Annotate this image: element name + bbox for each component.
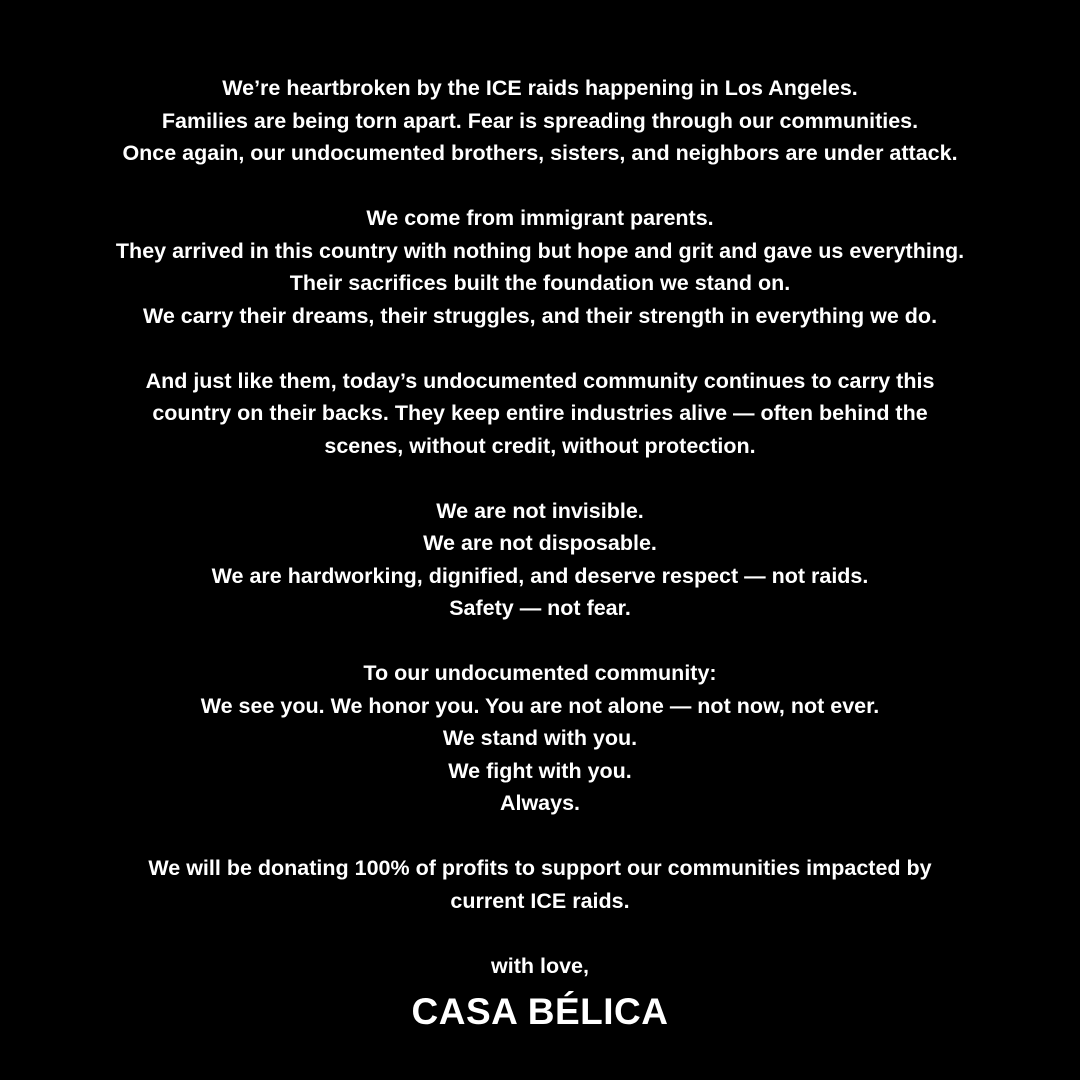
- statement-line: They arrived in this country with nothing but hope and grit and gave us everything.: [115, 238, 965, 263]
- statement-line: We are not disposable.: [423, 531, 657, 555]
- statement-line: We are not invisible.: [436, 498, 644, 523]
- paragraph-not-invisible: [0, 495, 1080, 625]
- statement-line: Always.: [499, 791, 581, 815]
- statement-line: We fight with you.: [448, 758, 632, 783]
- statement-line: Their sacrifices built the foundation we stand on.: [289, 271, 791, 295]
- paragraph-heartbroken: [0, 72, 1080, 170]
- statement-line: We carry their dreams, their struggles, and their strength in everything we do.: [142, 303, 938, 328]
- statement-line: We’re heartbroken by the ICE raids happening in Los Angeles.: [222, 76, 858, 100]
- paragraph-undocumented-community: [0, 365, 1080, 463]
- statement-line: To our undocumented community:: [363, 661, 717, 685]
- paragraph-immigrant-parents: [0, 202, 1080, 332]
- statement-line: Families are being torn apart. Fear is spreading through our communities.: [161, 108, 919, 133]
- statement-line: We will be donating 100% of profits to support our communities impacted by: [148, 856, 932, 880]
- paragraph-donation: [0, 852, 1080, 917]
- sign-off-line: with love,: [491, 953, 589, 978]
- statement-line: country on their backs. They keep entire industries alive — often behind the: [152, 401, 928, 425]
- statement-line: And just like them, today’s undocumented community continues to carry this: [145, 368, 935, 393]
- statement-line: We see you. We honor you. You are not alone — not now, not ever.: [200, 693, 880, 718]
- statement-body: [0, 72, 1080, 1015]
- statement-line: Safety — not fear.: [449, 596, 631, 620]
- statement-line: We stand with you.: [442, 726, 638, 750]
- statement-line: We are hardworking, dignified, and deserve respect — not raids.: [211, 563, 869, 588]
- statement-line: current ICE raids.: [450, 888, 630, 913]
- statement-line: Once again, our undocumented brothers, sisters, and neighbors are under attack.: [122, 141, 958, 165]
- statement-line: We come from immigrant parents.: [366, 206, 714, 230]
- statement-line: scenes, without credit, without protection.: [324, 433, 756, 458]
- paragraph-sign-off: [0, 950, 1080, 983]
- paragraph-to-our-community: [0, 657, 1080, 820]
- brand-signature: CASA BÉLICA: [411, 991, 669, 1032]
